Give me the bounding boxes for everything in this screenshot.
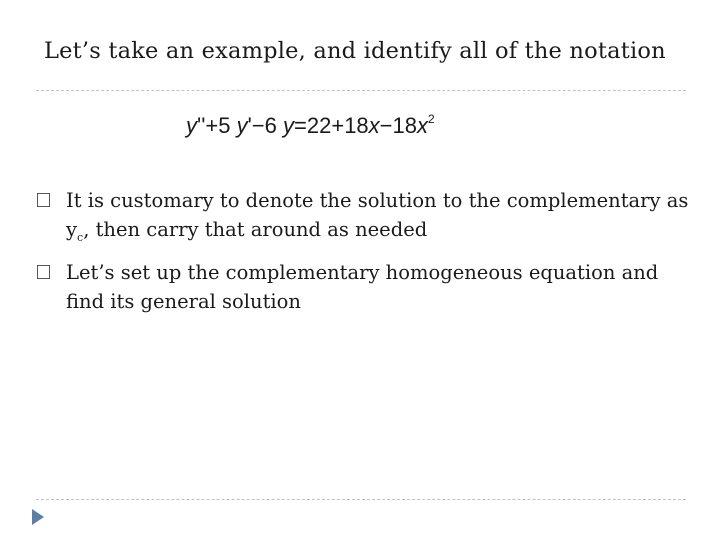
bullet-text-part: , then carry that around as needed <box>83 218 428 241</box>
equation-x: x <box>417 113 428 138</box>
bullet-list <box>36 186 696 322</box>
equation <box>186 112 435 139</box>
bullet-item <box>36 258 696 316</box>
equation-part: ''+5 <box>197 113 231 138</box>
equation-part: '−6 <box>247 113 277 138</box>
top-divider <box>36 90 686 91</box>
slide-title: Let’s take an example, and identify all of the notation <box>44 38 666 64</box>
bullet-text-part: It is customary to denote the solution to the complementary as y <box>66 189 689 241</box>
equation-part: −18 <box>379 113 417 138</box>
equation-exponent: 2 <box>428 112 435 126</box>
bullet-item <box>36 186 696 252</box>
equation-part: =22+18 <box>294 113 369 138</box>
box-bullet-icon <box>37 193 50 207</box>
nav-arrow-icon[interactable] <box>32 509 44 525</box>
bullet-text: Let’s set up the complementary homogeneous equation and find its general solution <box>66 260 659 313</box>
bottom-divider <box>36 499 686 500</box>
equation-y: y <box>283 113 295 138</box>
subscript: c <box>77 230 84 244</box>
equation-x: x <box>368 113 380 138</box>
equation-y: y <box>236 113 248 138</box>
box-bullet-icon <box>37 265 50 279</box>
bullet-text <box>66 189 689 244</box>
equation-y: y <box>186 113 197 138</box>
